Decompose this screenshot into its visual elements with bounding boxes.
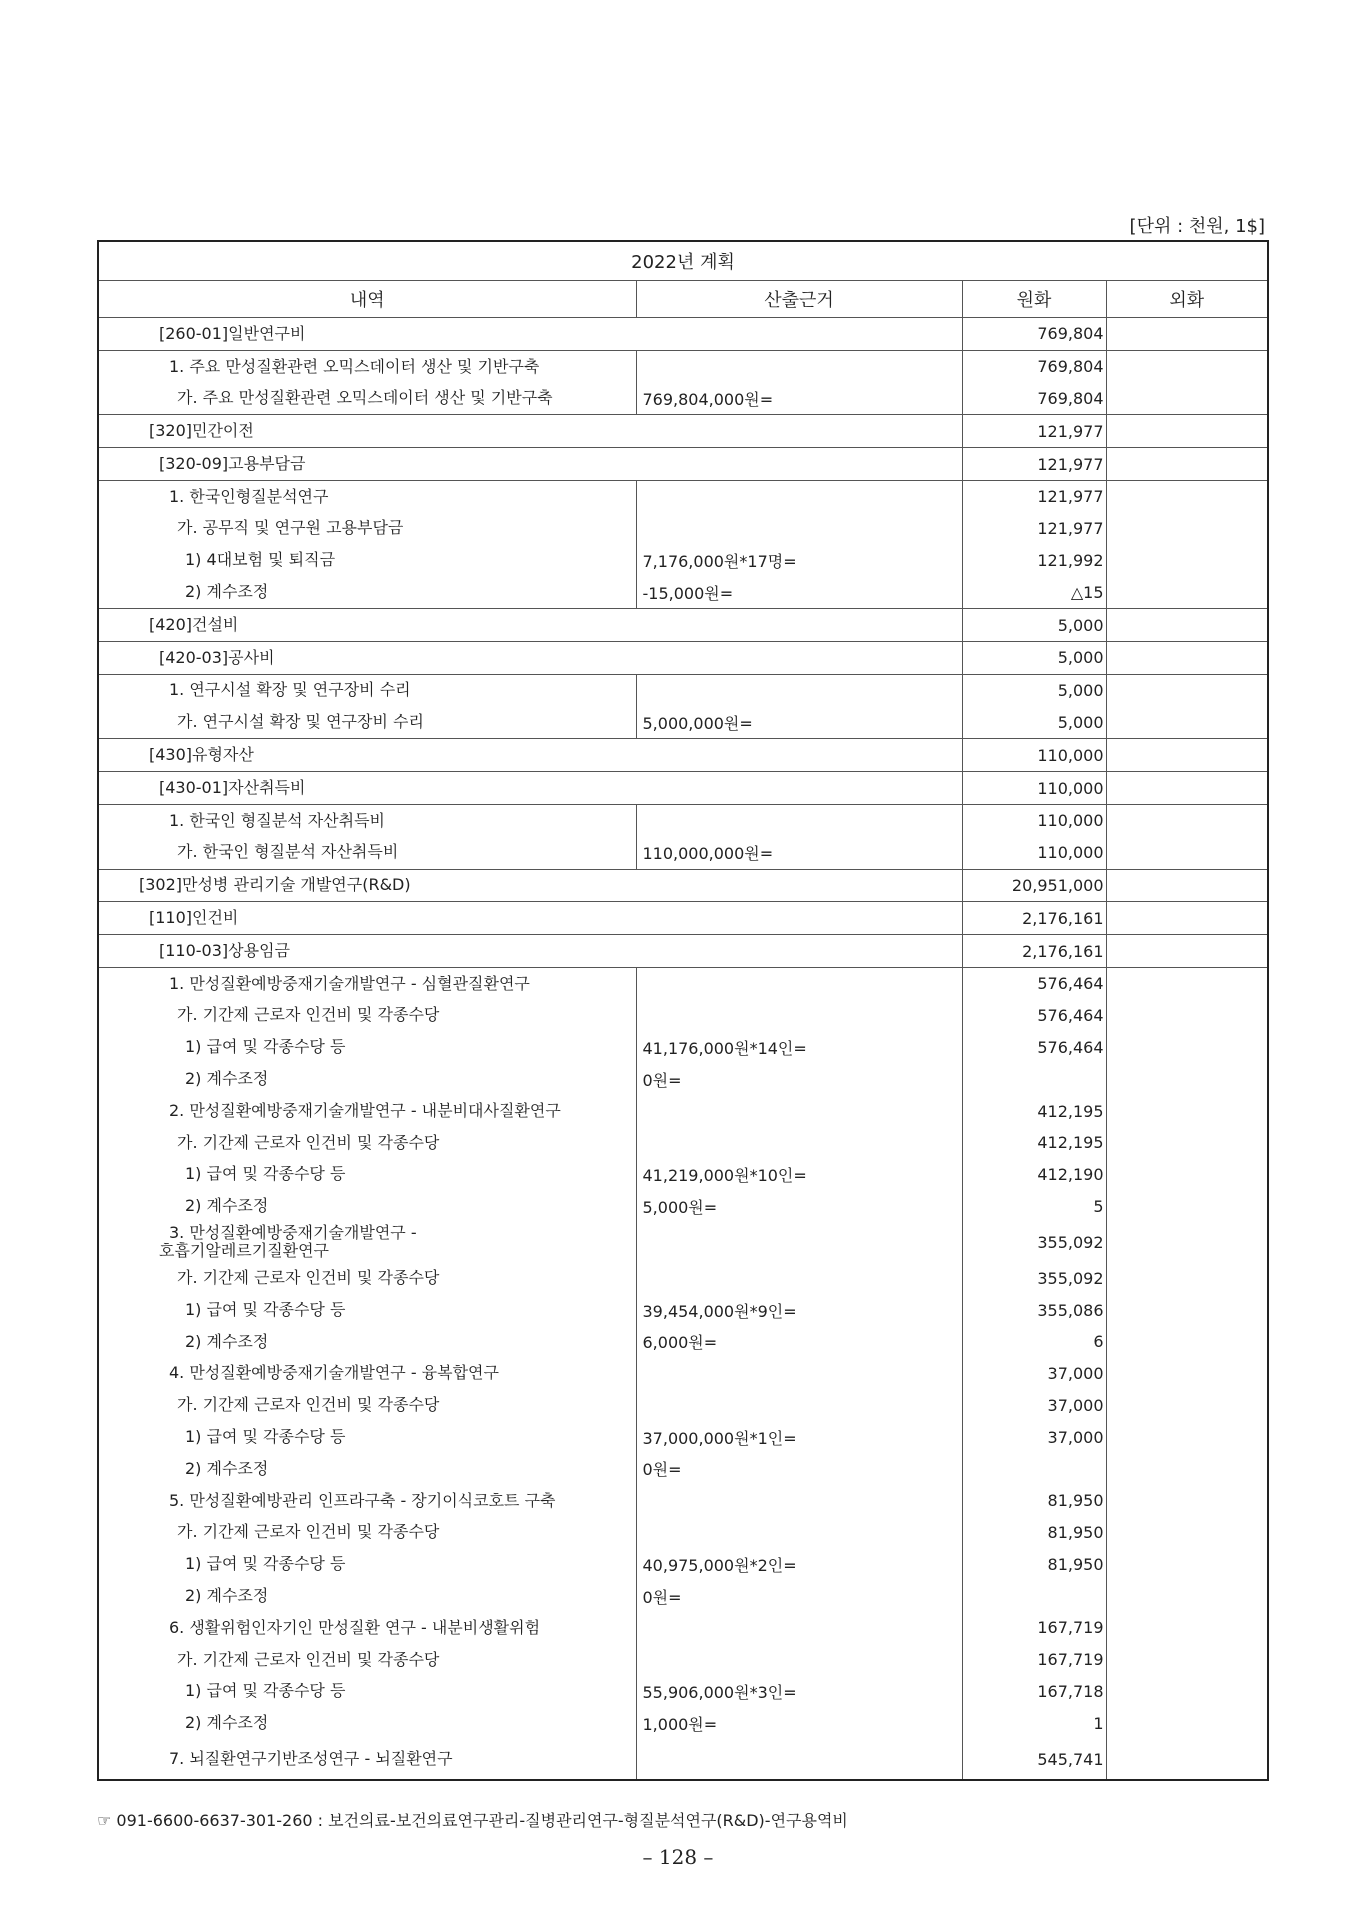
- row-description: [98, 1032, 636, 1064]
- row-basis: 0원=: [636, 1063, 962, 1095]
- row-krw-amount: 576,464: [962, 1000, 1106, 1032]
- table-row: [98, 1612, 1268, 1644]
- row-description: [98, 837, 636, 869]
- row-foreign-amount: [1106, 1739, 1268, 1780]
- row-description: [98, 1127, 636, 1159]
- row-krw-amount: 110,000: [962, 804, 1106, 836]
- table-row: [98, 804, 1268, 836]
- table-row: [98, 1032, 1268, 1064]
- row-krw-amount: 769,804: [962, 318, 1106, 351]
- table-row: [98, 1358, 1268, 1390]
- table-row: [98, 609, 1268, 642]
- table-row: [98, 1580, 1268, 1612]
- budget-table-body: [98, 318, 1268, 1781]
- table-row: [98, 1294, 1268, 1326]
- row-foreign-amount: [1106, 869, 1268, 902]
- table-row: [98, 350, 1268, 382]
- row-foreign-amount: [1106, 1262, 1268, 1294]
- row-foreign-amount: [1106, 1222, 1268, 1262]
- table-row: [98, 739, 1268, 772]
- row-krw-amount: [962, 1453, 1106, 1485]
- row-description-text: [302]만성병 관리기술 개발연구(R&D): [139, 875, 411, 895]
- row-basis: [636, 1390, 962, 1422]
- table-row: [98, 1390, 1268, 1422]
- row-description: [98, 1262, 636, 1294]
- row-description: [98, 641, 962, 674]
- table-row: [98, 480, 1268, 512]
- row-description-text: 1) 급여 및 각종수당 등: [185, 1427, 346, 1446]
- row-description-text: 5. 만성질환예방관리 인프라구축 - 장기이식코호트 구축: [169, 1490, 556, 1510]
- row-krw-amount: 355,092: [962, 1262, 1106, 1294]
- row-description-text: 1) 급여 및 각종수당 등: [185, 1681, 346, 1701]
- row-krw-amount: 5,000: [962, 609, 1106, 642]
- row-description: [98, 707, 636, 739]
- row-krw-amount: 769,804: [962, 383, 1106, 415]
- row-description-text: 1) 급여 및 각종수당 등: [185, 1037, 346, 1057]
- row-description-text: 가. 연구시설 확장 및 연구장비 수리: [177, 712, 424, 732]
- row-description: [98, 1222, 636, 1262]
- row-description: [98, 318, 962, 351]
- table-row: [98, 1707, 1268, 1739]
- row-foreign-amount: [1106, 1358, 1268, 1390]
- row-foreign-amount: [1106, 1644, 1268, 1676]
- row-krw-amount: 37,000: [962, 1358, 1106, 1390]
- row-krw-amount: 121,977: [962, 513, 1106, 545]
- row-description: [98, 1676, 636, 1708]
- row-krw-amount: △15: [962, 576, 1106, 608]
- row-foreign-amount: [1106, 1707, 1268, 1739]
- row-foreign-amount: [1106, 1517, 1268, 1549]
- row-description: [98, 1739, 636, 1780]
- row-foreign-amount: [1106, 576, 1268, 608]
- row-krw-amount: 81,950: [962, 1548, 1106, 1580]
- row-description-text: 4. 만성질환예방중재기술개발연구 - 융복합연구: [169, 1363, 499, 1383]
- row-foreign-amount: [1106, 641, 1268, 674]
- row-basis: [636, 1612, 962, 1644]
- row-basis: [636, 1485, 962, 1517]
- row-foreign-amount: [1106, 1421, 1268, 1453]
- row-description-text: [110-03]상용임금: [159, 940, 290, 960]
- table-row: [98, 1517, 1268, 1549]
- row-basis: 5,000원=: [636, 1191, 962, 1223]
- table-row: [98, 1676, 1268, 1708]
- row-description-text: 1) 4대보험 및 퇴직금: [185, 550, 336, 570]
- row-foreign-amount: [1106, 967, 1268, 999]
- row-basis: [636, 1000, 962, 1032]
- budget-table: [97, 240, 1269, 1781]
- row-basis: 41,176,000원*14인=: [636, 1032, 962, 1064]
- row-foreign-amount: [1106, 448, 1268, 481]
- row-basis: [636, 804, 962, 836]
- row-description: [98, 1580, 636, 1612]
- row-basis: 39,454,000원*9인=: [636, 1294, 962, 1326]
- row-basis: 0원=: [636, 1580, 962, 1612]
- table-row: [98, 1159, 1268, 1191]
- row-krw-amount: 576,464: [962, 1032, 1106, 1064]
- row-foreign-amount: [1106, 1676, 1268, 1708]
- row-description-text: 7. 뇌질환연구기반조성연구 - 뇌질환연구: [169, 1749, 453, 1769]
- row-basis: 5,000,000원=: [636, 707, 962, 739]
- row-foreign-amount: [1106, 480, 1268, 512]
- row-krw-amount: 167,719: [962, 1612, 1106, 1644]
- row-description: [98, 1453, 636, 1485]
- row-foreign-amount: [1106, 415, 1268, 448]
- row-basis: [636, 674, 962, 706]
- row-basis: 0원=: [636, 1453, 962, 1485]
- column-header-row: [98, 281, 1268, 318]
- row-basis: [636, 350, 962, 382]
- table-row: [98, 1191, 1268, 1223]
- row-description: [98, 1000, 636, 1032]
- row-description: [98, 772, 962, 805]
- row-description-text: 1. 만성질환예방중재기술개발연구 - 심혈관질환연구: [169, 973, 530, 993]
- row-description-text: 가. 한국인 형질분석 자산취득비: [177, 842, 399, 862]
- row-basis: [636, 1095, 962, 1127]
- table-row: [98, 383, 1268, 415]
- table-row: [98, 415, 1268, 448]
- row-krw-amount: 110,000: [962, 837, 1106, 869]
- row-foreign-amount: [1106, 707, 1268, 739]
- unit-label: [단위 : 천원, 1$]: [1129, 216, 1265, 237]
- row-description: [98, 448, 962, 481]
- row-description-text: [420-03]공사비: [159, 647, 275, 667]
- table-row: [98, 869, 1268, 902]
- row-foreign-amount: [1106, 1390, 1268, 1422]
- row-krw-amount: 412,195: [962, 1095, 1106, 1127]
- row-description-text: 3. 만성질환예방중재기술개발연구 -: [169, 1222, 417, 1242]
- row-foreign-amount: [1106, 1000, 1268, 1032]
- page-number: – 128 –: [642, 1845, 714, 1869]
- row-foreign-amount: [1106, 804, 1268, 836]
- row-basis: 37,000,000원*1인=: [636, 1421, 962, 1453]
- row-krw-amount: 110,000: [962, 739, 1106, 772]
- header-basis: 산출근거: [636, 281, 962, 318]
- row-foreign-amount: [1106, 1453, 1268, 1485]
- table-row: [98, 1644, 1268, 1676]
- table-row: [98, 641, 1268, 674]
- row-description-text: [430]유형자산: [149, 745, 254, 765]
- row-description: [98, 935, 962, 968]
- row-foreign-amount: [1106, 1159, 1268, 1191]
- row-description-text: 1. 연구시설 확장 및 연구장비 수리: [169, 680, 411, 700]
- header-foreign: 외화: [1106, 281, 1268, 318]
- row-description-text: 2) 계수조정: [185, 1585, 269, 1605]
- row-foreign-amount: [1106, 545, 1268, 577]
- row-description-text: 1) 급여 및 각종수당 등: [185, 1164, 346, 1184]
- row-description-text: [320-09]고용부담금: [159, 453, 306, 473]
- row-description-text: 2) 계수조정: [185, 1331, 269, 1351]
- row-krw-amount: 6: [962, 1326, 1106, 1358]
- row-description-text: 2) 계수조정: [185, 1713, 269, 1733]
- row-description: [98, 1548, 636, 1580]
- row-description: [98, 1159, 636, 1191]
- row-description-text: 가. 기간제 근로자 인건비 및 각종수당: [177, 1268, 440, 1288]
- row-foreign-amount: [1106, 1326, 1268, 1358]
- row-basis: 7,176,000원*17명=: [636, 545, 962, 577]
- row-krw-amount: 121,992: [962, 545, 1106, 577]
- row-basis: [636, 1644, 962, 1676]
- row-description-text: 가. 주요 만성질환관련 오믹스데이터 생산 및 기반구축: [177, 388, 553, 408]
- row-krw-amount: 167,718: [962, 1676, 1106, 1708]
- row-foreign-amount: [1106, 1294, 1268, 1326]
- row-foreign-amount: [1106, 739, 1268, 772]
- row-basis: 769,804,000원=: [636, 383, 962, 415]
- row-description: [98, 1390, 636, 1422]
- row-description-text: 2) 계수조정: [185, 1458, 269, 1478]
- row-krw-amount: 5,000: [962, 674, 1106, 706]
- table-row: [98, 1222, 1268, 1262]
- row-basis: [636, 1127, 962, 1159]
- row-krw-amount: [962, 1580, 1106, 1612]
- row-krw-amount: 5,000: [962, 641, 1106, 674]
- row-foreign-amount: [1106, 935, 1268, 968]
- row-basis: 1,000원=: [636, 1707, 962, 1739]
- table-row: [98, 1095, 1268, 1127]
- row-basis: [636, 1222, 962, 1262]
- row-description-text: 1. 주요 만성질환관련 오믹스데이터 생산 및 기반구축: [169, 356, 540, 376]
- table-row: [98, 674, 1268, 706]
- table-row: [98, 1127, 1268, 1159]
- table-row: [98, 1262, 1268, 1294]
- row-foreign-amount: [1106, 350, 1268, 382]
- row-foreign-amount: [1106, 1127, 1268, 1159]
- table-row: [98, 1000, 1268, 1032]
- plan-header-row: [98, 241, 1268, 281]
- row-description: [98, 1358, 636, 1390]
- row-description-text: 가. 기간제 근로자 인건비 및 각종수당: [177, 1649, 440, 1669]
- row-foreign-amount: [1106, 1032, 1268, 1064]
- row-description-text-cont: 호흡기알레르기질환연구: [159, 1241, 330, 1261]
- row-description-text: 2. 만성질환예방중재기술개발연구 - 내분비대사질환연구: [169, 1100, 561, 1120]
- row-krw-amount: 355,092: [962, 1222, 1106, 1262]
- row-krw-amount: [962, 1063, 1106, 1095]
- row-foreign-amount: [1106, 1548, 1268, 1580]
- row-krw-amount: 121,977: [962, 448, 1106, 481]
- row-krw-amount: 5,000: [962, 707, 1106, 739]
- row-foreign-amount: [1106, 513, 1268, 545]
- row-basis: [636, 967, 962, 999]
- row-foreign-amount: [1106, 1485, 1268, 1517]
- row-description-text: 가. 공무직 및 연구원 고용부담금: [177, 518, 404, 538]
- row-description: [98, 869, 962, 902]
- row-foreign-amount: [1106, 1580, 1268, 1612]
- row-description-text: 1) 급여 및 각종수당 등: [185, 1299, 346, 1319]
- row-description: [98, 383, 636, 415]
- row-krw-amount: 20,951,000: [962, 869, 1106, 902]
- table-row: [98, 837, 1268, 869]
- header-krw: 원화: [962, 281, 1106, 318]
- row-krw-amount: 355,086: [962, 1294, 1106, 1326]
- row-krw-amount: 412,190: [962, 1159, 1106, 1191]
- table-row: [98, 967, 1268, 999]
- row-description-text: [320]민간이전: [149, 421, 254, 441]
- table-row: [98, 448, 1268, 481]
- row-krw-amount: 545,741: [962, 1739, 1106, 1780]
- plan-title: 2022년 계획: [98, 241, 1268, 281]
- row-description-text: 1) 급여 및 각종수당 등: [185, 1554, 346, 1574]
- row-description: [98, 576, 636, 608]
- row-description-text: [260-01]일반연구비: [159, 323, 306, 343]
- row-foreign-amount: [1106, 1063, 1268, 1095]
- row-krw-amount: 81,950: [962, 1517, 1106, 1549]
- table-row: [98, 1421, 1268, 1453]
- row-krw-amount: 2,176,161: [962, 902, 1106, 935]
- row-description: [98, 1294, 636, 1326]
- row-description: [98, 1095, 636, 1127]
- row-krw-amount: 1: [962, 1707, 1106, 1739]
- row-description: [98, 480, 636, 512]
- row-description-text: [110]인건비: [149, 908, 239, 928]
- row-description: [98, 1485, 636, 1517]
- table-row: [98, 1739, 1268, 1780]
- table-row: [98, 1485, 1268, 1517]
- row-description-text: 가. 기간제 근로자 인건비 및 각종수당: [177, 1522, 440, 1542]
- row-description: [98, 1421, 636, 1453]
- table-row: [98, 513, 1268, 545]
- table-row: [98, 576, 1268, 608]
- footnote: ☞ 091-6600-6637-301-260 : 보건의료-보건의료연구관리-질병관리연구-형질분석연구(R&D)-연구용역비: [97, 1811, 848, 1830]
- row-krw-amount: 769,804: [962, 350, 1106, 382]
- row-foreign-amount: [1106, 772, 1268, 805]
- row-foreign-amount: [1106, 837, 1268, 869]
- row-foreign-amount: [1106, 1612, 1268, 1644]
- row-description: [98, 804, 636, 836]
- row-basis: [636, 1517, 962, 1549]
- row-foreign-amount: [1106, 383, 1268, 415]
- row-description-text: 가. 기간제 근로자 인건비 및 각종수당: [177, 1005, 440, 1025]
- row-description: [98, 350, 636, 382]
- row-description: [98, 674, 636, 706]
- row-krw-amount: 37,000: [962, 1421, 1106, 1453]
- row-krw-amount: 81,950: [962, 1485, 1106, 1517]
- row-foreign-amount: [1106, 674, 1268, 706]
- table-row: [98, 935, 1268, 968]
- row-basis: [636, 1262, 962, 1294]
- row-krw-amount: 5: [962, 1191, 1106, 1223]
- row-description: [98, 1063, 636, 1095]
- row-krw-amount: 167,719: [962, 1644, 1106, 1676]
- row-basis: 55,906,000원*3인=: [636, 1676, 962, 1708]
- row-foreign-amount: [1106, 902, 1268, 935]
- row-basis: 6,000원=: [636, 1326, 962, 1358]
- row-krw-amount: 110,000: [962, 772, 1106, 805]
- row-description: [98, 1644, 636, 1676]
- row-description: [98, 513, 636, 545]
- row-description-text: 2) 계수조정: [185, 1069, 269, 1089]
- row-description-text: 1. 한국인 형질분석 자산취득비: [169, 810, 385, 830]
- row-description-text: 2) 계수조정: [185, 582, 269, 602]
- row-krw-amount: 121,977: [962, 480, 1106, 512]
- row-description-text: 가. 기간제 근로자 인건비 및 각종수당: [177, 1395, 440, 1415]
- row-description: [98, 902, 962, 935]
- row-foreign-amount: [1106, 1095, 1268, 1127]
- row-basis: -15,000원=: [636, 576, 962, 608]
- row-description-text: 2) 계수조정: [185, 1196, 269, 1216]
- row-description: [98, 609, 962, 642]
- row-description-text: 1. 한국인형질분석연구: [169, 486, 329, 506]
- row-description-text: 가. 기간제 근로자 인건비 및 각종수당: [177, 1132, 440, 1152]
- table-row: [98, 902, 1268, 935]
- row-description: [98, 967, 636, 999]
- row-krw-amount: 2,176,161: [962, 935, 1106, 968]
- row-basis: [636, 513, 962, 545]
- row-description: [98, 545, 636, 577]
- row-krw-amount: 576,464: [962, 967, 1106, 999]
- table-row: [98, 1548, 1268, 1580]
- row-krw-amount: 37,000: [962, 1390, 1106, 1422]
- row-description: [98, 1517, 636, 1549]
- row-description: [98, 739, 962, 772]
- row-foreign-amount: [1106, 609, 1268, 642]
- row-basis: 110,000,000원=: [636, 837, 962, 869]
- row-basis: [636, 1358, 962, 1390]
- row-basis: [636, 1739, 962, 1780]
- row-description: [98, 415, 962, 448]
- table-row: [98, 707, 1268, 739]
- row-basis: [636, 480, 962, 512]
- row-foreign-amount: [1106, 1191, 1268, 1223]
- row-description-text: [430-01]자산취득비: [159, 777, 306, 797]
- row-description-text: [420]건설비: [149, 614, 239, 634]
- row-description: [98, 1707, 636, 1739]
- table-row: [98, 772, 1268, 805]
- row-description-text: 6. 생활위험인자기인 만성질환 연구 - 내분비생활위험: [169, 1617, 541, 1637]
- table-row: [98, 545, 1268, 577]
- row-basis: 40,975,000원*2인=: [636, 1548, 962, 1580]
- row-foreign-amount: [1106, 318, 1268, 351]
- row-basis: 41,219,000원*10인=: [636, 1159, 962, 1191]
- row-krw-amount: 121,977: [962, 415, 1106, 448]
- row-krw-amount: 412,195: [962, 1127, 1106, 1159]
- table-row: [98, 1326, 1268, 1358]
- header-desc: 내역: [98, 281, 636, 318]
- row-description: [98, 1191, 636, 1223]
- table-row: [98, 1453, 1268, 1485]
- row-description: [98, 1326, 636, 1358]
- table-row: [98, 318, 1268, 351]
- table-row: [98, 1063, 1268, 1095]
- row-description: [98, 1612, 636, 1644]
